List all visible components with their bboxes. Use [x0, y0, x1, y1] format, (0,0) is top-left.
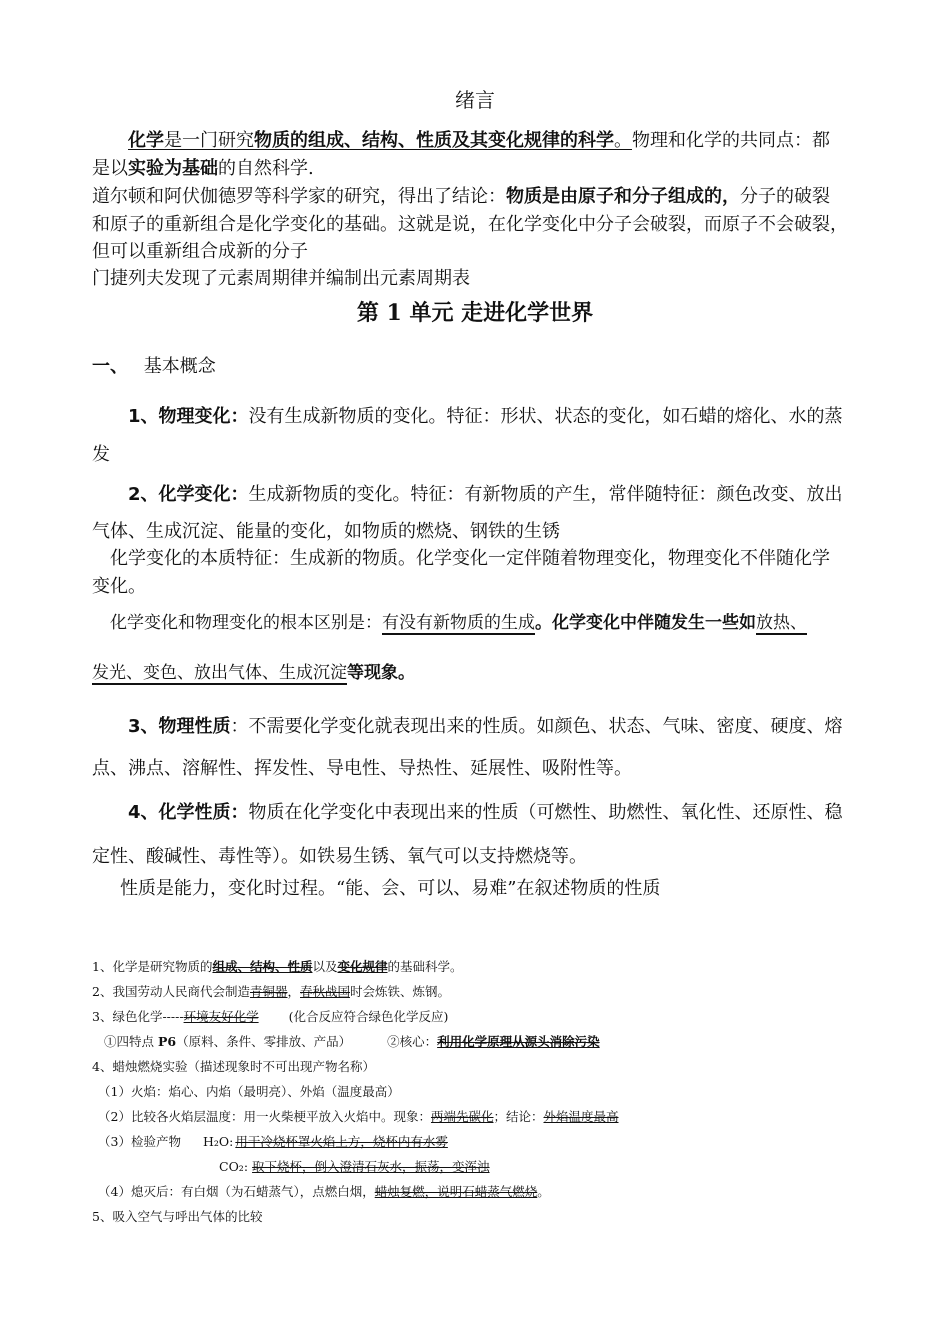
note-3-sub: ①四特点 P6（原料、条件、零排放、产品） ②核心：利用化学原理从源头消除污染 [104, 1034, 600, 1049]
note-2: 2、我国劳动人民商代会制造青铜器，春秋战国时会炼铁、炼钢。 [92, 984, 451, 999]
section-heading: 一、 基本概念 [92, 356, 216, 377]
item-chemical-property: 4、化学性质：物质在化学变化中表现出来的性质（可燃性、助燃性、氧化性、还原性、稳 [128, 802, 843, 823]
note-4-4: （4）熄灭后：有白烟（为石蜡蒸气），点燃白烟，蜡烛复燃，说明石蜡蒸气燃烧。 [98, 1184, 550, 1199]
essence-line-1: 化学变化的本质特征：生成新的物质。化学变化一定伴随着物理变化，物理变化不伴随化学 [110, 548, 830, 569]
note-4-2: （2）比较各火焰层温度：用一火柴梗平放入火焰中。现象：两端先碳化；结论：外焰温度最高 [98, 1109, 619, 1124]
intro-paragraph-2-line-1: 道尔顿和阿伏伽德罗等科学家的研究，得出了结论：物质是由原子和分子组成的，分子的破裂 [92, 186, 830, 207]
note-4-1: （1）火焰：焰心、内焰（最明亮）、外焰（温度最高） [98, 1084, 400, 1099]
nature-note: 性质是能力，变化时过程。“能、会、可以、易难”在叙述物质的性质 [120, 878, 661, 899]
item-chemical-change: 2、化学变化：生成新物质的变化。特征：有新物质的产生，常伴随特征：颜色改变、放出 [128, 484, 843, 505]
item-chemical-change-cont: 气体、生成沉淀、能量的变化，如物质的燃烧、钢铁的生锈 [92, 521, 560, 542]
intro-title: 绪言 [455, 88, 495, 112]
intro-paragraph-2-line-3: 但可以重新组合成新的分子 [92, 241, 308, 262]
item-physical-property-cont: 点、沸点、溶解性、挥发性、导电性、导热性、延展性、吸附性等。 [92, 758, 632, 779]
intro-paragraph-1-line-2: 是以实验为基础的自然科学. [92, 158, 314, 179]
note-3: 3、绿色化学-----环境友好化学 (化合反应符合绿色化学反应) [92, 1009, 449, 1024]
intro-paragraph-1-line-1: 化学是一门研究物质的组成、结构、性质及其变化规律的科学。物理和化学的共同点：都 [128, 130, 830, 151]
item-chemical-property-cont: 定性、酸碱性、毒性等）。如铁易生锈、氧气可以支持燃烧等。 [92, 846, 587, 867]
difference-line-2: 发光、变色、放出气体、生成沉淀等现象。 [92, 663, 415, 683]
item-physical-property: 3、物理性质：不需要化学变化就表现出来的性质。如颜色、状态、气味、密度、硬度、熔 [128, 716, 843, 737]
note-1: 1、化学是研究物质的组成、结构、性质以及变化规律的基础科学。 [92, 959, 463, 974]
unit-heading: 第 1 单元 走进化学世界 [356, 300, 594, 326]
note-4-3-co2: CO₂: 取下烧杯，倒入澄清石灰水，振荡，变浑浊 [219, 1159, 490, 1174]
note-4-3: （3）检验产物 H₂O: 用干冷烧杯罩火焰上方，烧杯内有水雾 [98, 1134, 448, 1149]
intro-paragraph-3: 门捷列夫发现了元素周期律并编制出元素周期表 [92, 268, 470, 289]
item-physical-change: 1、物理变化：没有生成新物质的变化。特征：形状、状态的变化，如石蜡的熔化、水的蒸 [128, 406, 843, 427]
essence-line-2: 变化。 [92, 576, 146, 597]
difference-line-1: 化学变化和物理变化的根本区别是：有没有新物质的生成。化学变化中伴随发生一些如放热、 [110, 613, 807, 633]
intro-paragraph-2-line-2: 和原子的重新组合是化学变化的基础。这就是说，在化学变化中分子会破裂，而原子不会破裂， [92, 214, 848, 235]
note-5: 5、吸入空气与呼出气体的比较 [92, 1209, 263, 1224]
item-physical-change-cont: 发 [92, 444, 110, 465]
note-4: 4、蜡烛燃烧实验（描述现象时不可出现产物名称） [92, 1059, 375, 1074]
